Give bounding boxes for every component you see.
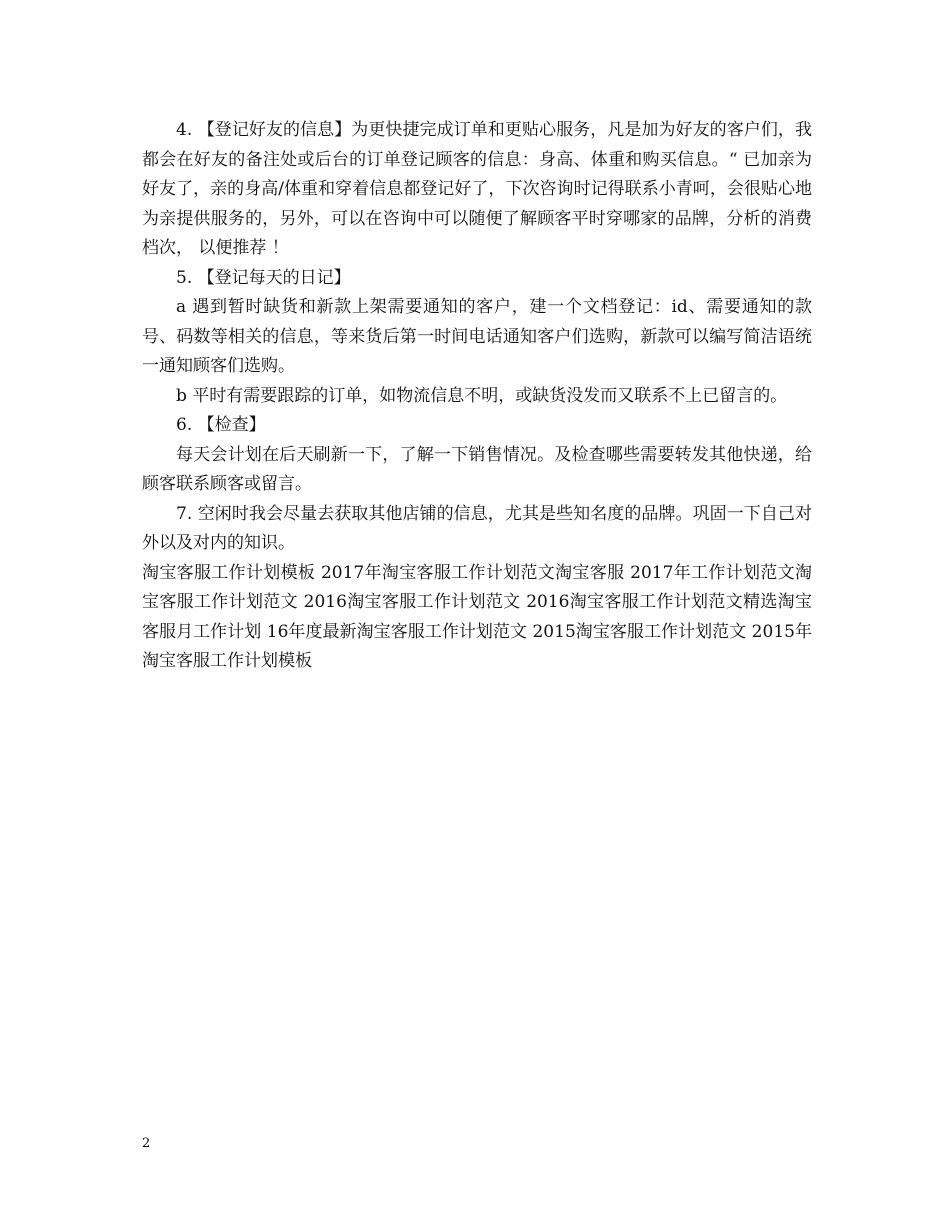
related-links-text: 淘宝客服工作计划模板 2017年淘宝客服工作计划范文淘宝客服 2017年工作计划范文淘宝客服工作计划范文 2016淘宝客服工作计划范文 2016淘宝客服工作计划范文精选淘宝客服月工作计划 16年度最新淘宝客服工作计划范文 2015淘宝客服工作计划范文 2015年淘宝客服工作计划模板 <box>142 562 812 671</box>
paragraph-item-5a: a 遇到暂时缺货和新款上架需要通知的客户，建一个文档登记：id、需要通知的款号、码数等相关的信息，等来货后第一时间电话通知客户们选购，新款可以编写简洁语统一通知顾客们选购。 <box>142 297 812 376</box>
document-body <box>142 116 812 677</box>
paragraph-item-5-heading: 5. 【登记每天的日记】 <box>176 267 351 288</box>
paragraph-item-7: 7. 空闲时我会尽量去获取其他店铺的信息，尤其是些知名度的品牌。巩固一下自己对外以及对内的知识。 <box>142 503 812 553</box>
paragraph-item-6-body: 每天会计划在后天刷新一下，了解一下销售情况。及检查哪些需要转发其他快递，给顾客联系顾客或留言。 <box>142 444 812 494</box>
page-number: 2 <box>142 1136 151 1151</box>
paragraph-item-4-register-friends: 4. 【登记好友的信息】为更快捷完成订单和更贴心服务，凡是加为好友的客户们，我都会在好友的备注处或后台的订单登记顾客的信息：身高、体重和购买信息。“ 已加亲为好友了，亲的身高/体重和穿着信息都登记好了，下次咨询时记得联系小青呵，会很贴心地为亲提供服务的，另外，可以在咨询中可以随便了解顾客平时穿哪家的品牌，分析的消费档次， 以便推荐 ！ <box>142 120 812 258</box>
paragraph-item-5b: b 平时有需要跟踪的订单，如物流信息不明，或缺货没发而又联系不上已留言的。 <box>176 385 788 406</box>
paragraph-item-6-heading: 6. 【检查】 <box>176 415 266 435</box>
